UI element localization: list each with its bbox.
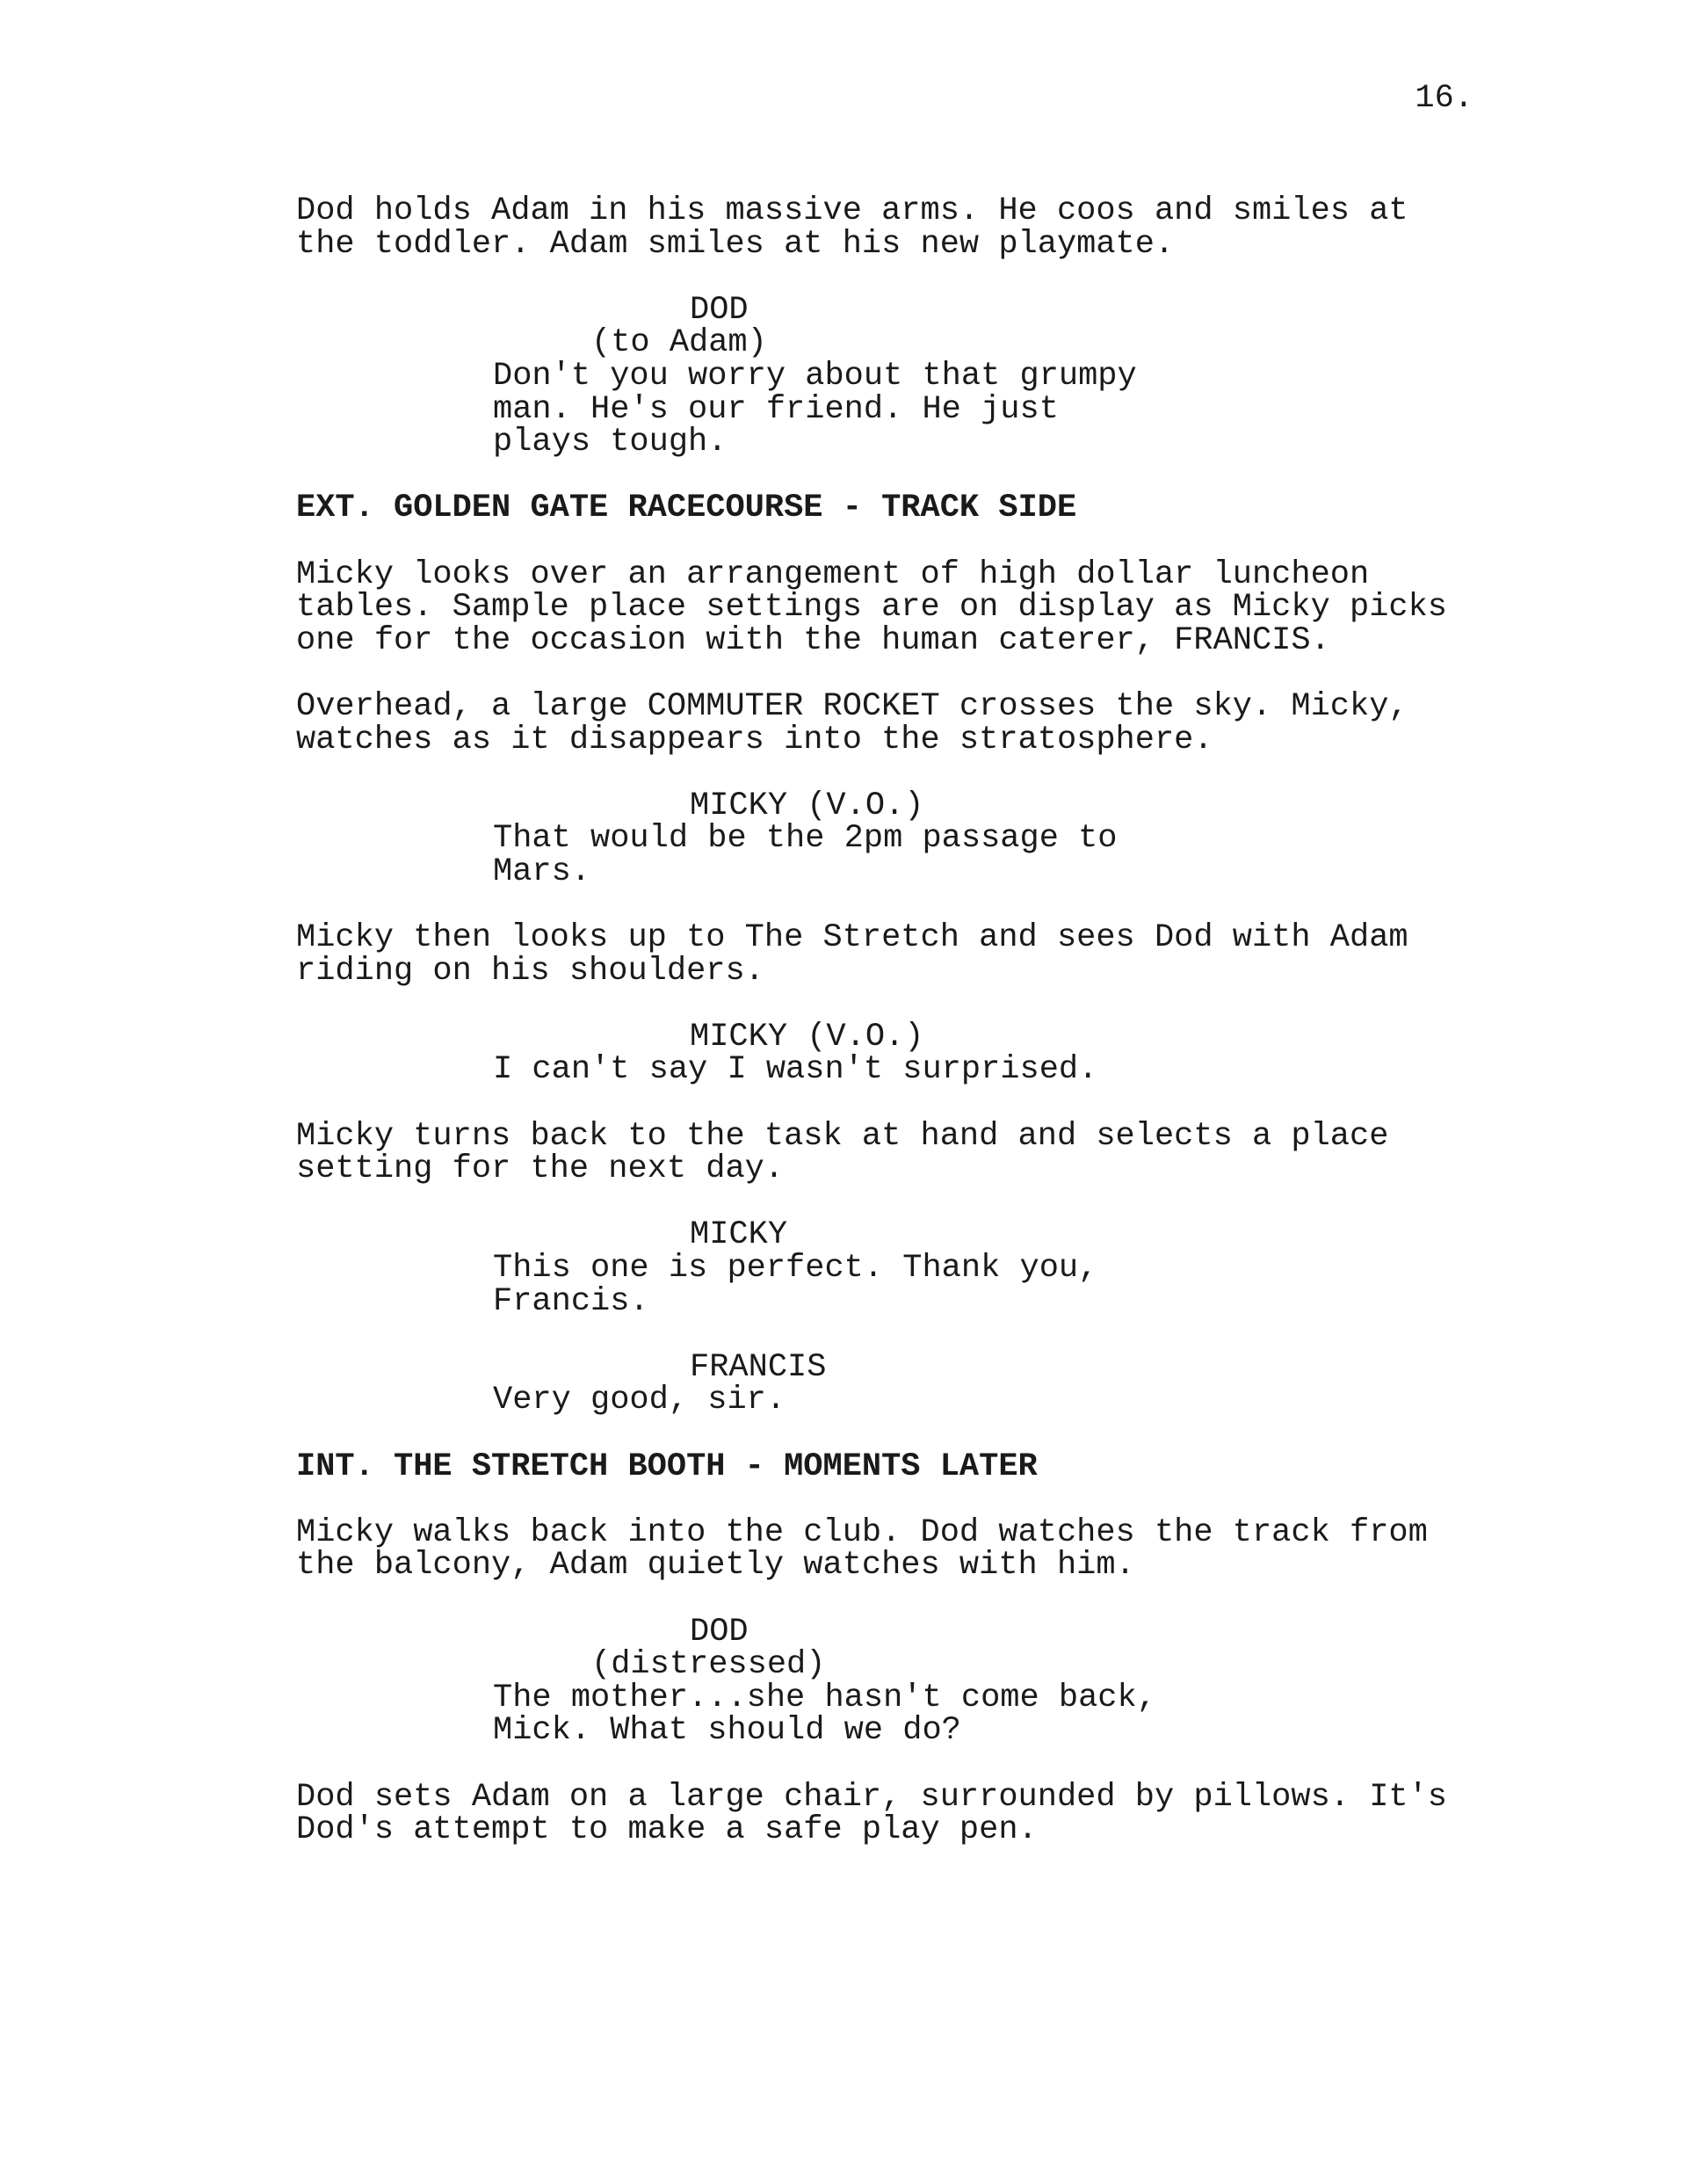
dialogue-block [296, 787, 1526, 890]
scene-heading: EXT. GOLDEN GATE RACECOURSE - TRACK SIDE [296, 490, 1077, 527]
character-name: MICKY (V.O.) [690, 787, 924, 824]
dialogue-block [296, 291, 1526, 461]
character-name: FRANCIS [690, 1348, 827, 1386]
dialogue-line: That would be the 2pm passage to Mars. [493, 820, 1118, 890]
character-name: DOD [690, 291, 749, 329]
dialogue-line: Don't you worry about that grumpy man. He's our friend. He just plays tough. [493, 357, 1137, 461]
action-line: Micky turns back to the task at hand and selects a place setting for the next day. [296, 1117, 1389, 1188]
dialogue-block [296, 1216, 1526, 1320]
page-number: 16. [1415, 80, 1473, 117]
dialogue-block [296, 1348, 1526, 1419]
action-line: Micky then looks up to The Stretch and sees Dod with Adam riding on his shoulders. [296, 919, 1408, 990]
action-line: Micky walks back into the club. Dod watches the track from the balcony, Adam quietly watches with him. [296, 1513, 1428, 1585]
action-line: Micky looks over an arrangement of high dollar luncheon tables. Sample place settings are on display as Micky picks one for the occasion with the human caterer, FRANCIS. [296, 555, 1448, 659]
scene-heading: INT. THE STRETCH BOOTH - MOMENTS LATER [296, 1448, 1038, 1485]
dialogue-block [296, 1613, 1526, 1750]
character-name: DOD [690, 1613, 749, 1651]
parenthetical: (distressed) [591, 1646, 826, 1684]
action-line: Dod holds Adam in his massive arms. He coos and smiles at the toddler. Adam smiles at his new playmate. [296, 192, 1408, 263]
character-name: MICKY (V.O.) [690, 1018, 924, 1056]
dialogue-block [296, 1018, 1526, 1089]
script-body [296, 192, 1526, 1880]
dialogue-line: This one is perfect. Thank you, Francis. [493, 1250, 1098, 1320]
dialogue-line: I can't say I wasn't surprised. [493, 1051, 1098, 1089]
action-line: Overhead, a large COMMUTER ROCKET crosses the sky. Micky, watches as it disappears into the stratosphere. [296, 687, 1408, 758]
character-name: MICKY [690, 1216, 788, 1254]
dialogue-line: Very good, sir. [493, 1382, 786, 1419]
parenthetical: (to Adam) [591, 324, 767, 362]
action-line: Dod sets Adam on a large chair, surrounded by pillows. It's Dod's attempt to make a safe play pen. [296, 1778, 1448, 1849]
dialogue-line: The mother...she hasn't come back, Mick. What should we do? [493, 1679, 1156, 1750]
